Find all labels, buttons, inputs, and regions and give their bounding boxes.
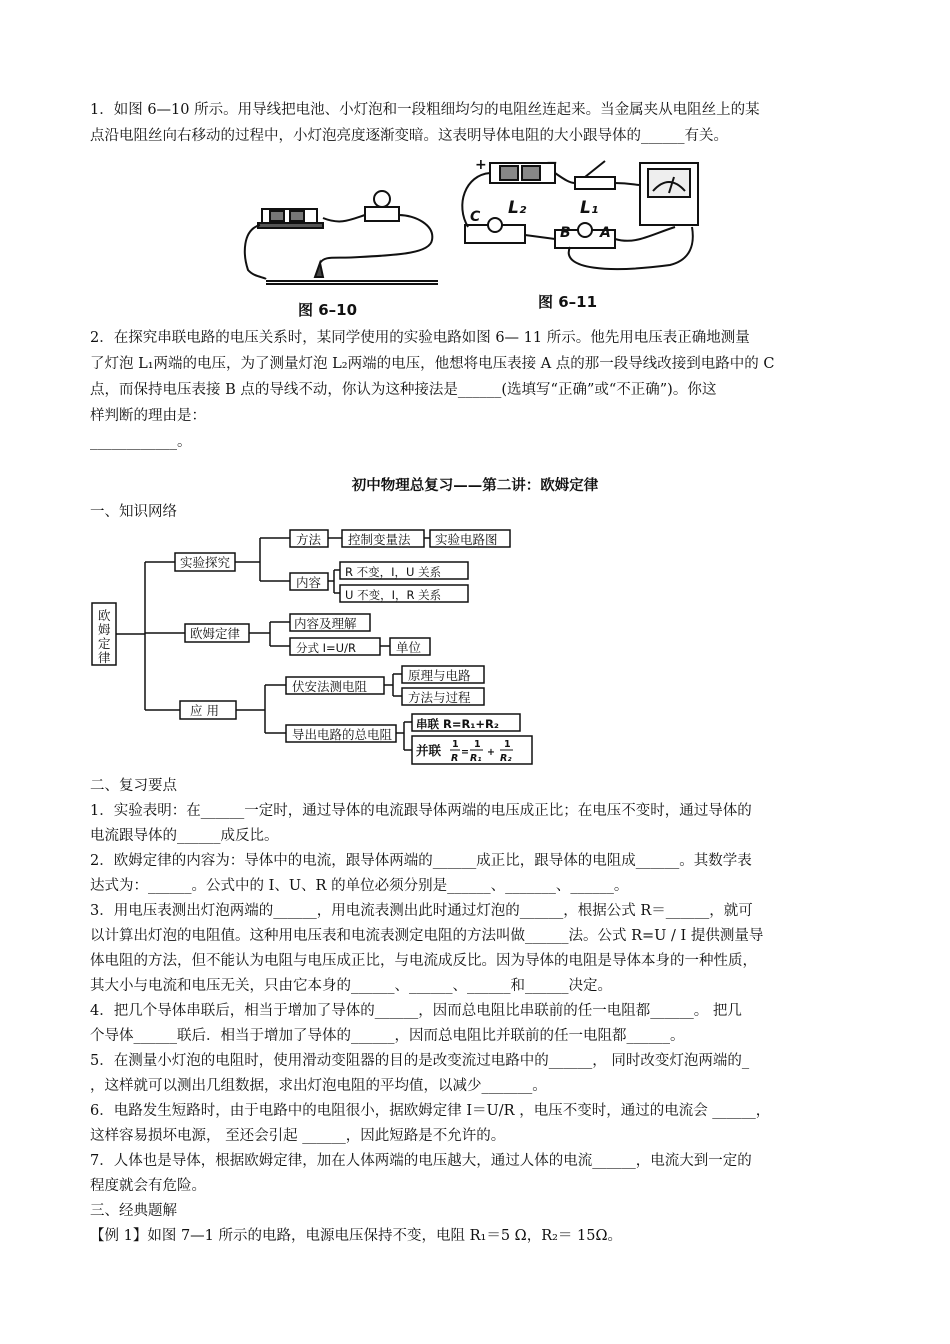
- tree-n3b2-r1-den: R₁: [470, 753, 482, 764]
- fig611-plus: +: [475, 157, 487, 173]
- fig610-caption: 图 6–10: [298, 301, 358, 319]
- review-line: 3．用电压表测出灯泡两端的______，用电流表测出此时通过灯泡的______，根据公式 R＝______，就可: [90, 903, 753, 919]
- q2-line2: 了灯泡 L₁两端的电压，为了测量灯泡 L₂两端的电压，他想将电压表接 A 点的那一段导线改接到电路中的 C: [90, 356, 775, 372]
- fig611-minus: −: [546, 155, 558, 171]
- q2-line4: 样判断的理由是：: [90, 408, 206, 424]
- tree-n3b2-r2-den: R₂: [500, 753, 512, 764]
- fig611-label-c: C: [470, 209, 481, 225]
- tree-root-3: 定: [98, 636, 111, 651]
- tree-n3b2-prefix: 并联: [416, 743, 442, 758]
- tree-n2b1: 单位: [396, 640, 422, 655]
- tree-root-4: 律: [98, 650, 111, 665]
- tree-n2a: 内容及理解: [294, 616, 357, 631]
- example-1: 【例 1】如图 7—1 所示的电路，电源电压保持不变，电阻 R₁＝5 Ω，R₂＝ 15Ω。: [90, 1228, 623, 1244]
- review-line: 程度就会有危险。: [90, 1178, 206, 1194]
- fig611-label-l1: L₁: [580, 198, 599, 218]
- review-line: 6．电路发生短路时，由于电路中的电阻很小，据欧姆定律 I＝U/R ，电压不变时，通过的电流会 ______，: [90, 1103, 771, 1119]
- tree-root-2: 姆: [98, 622, 111, 637]
- review-line: 以计算出灯泡的电阻值。这种用电压表和电流表测定电阻的方法叫做______法。公式 R=U / I 提供测量导: [90, 928, 764, 944]
- review-heading: 二、复习要点: [90, 778, 177, 794]
- tree-n2: 欧姆定律: [190, 626, 241, 641]
- review-line: 2．欧姆定律的内容为：导体中的电流，跟导体两端的______成正比，跟导体的电阻成______。其数学表: [90, 853, 752, 869]
- tree-n3b: 导出电路的总电阻: [292, 727, 393, 742]
- tree-n3a1: 原理与电路: [408, 668, 471, 683]
- tree-n1: 实验探究: [180, 555, 231, 570]
- review-line: 7．人体也是导体，根据欧姆定律，加在人体两端的电压越大，通过人体的电流______，电流大到一定的: [90, 1153, 752, 1169]
- review-line: 体电阻的方法，但不能认为电阻与电压成正比，与电流成反比。因为导体的电阻是导体本身的一种性质，: [90, 953, 757, 969]
- tree-n3b2-r2-num: 1: [504, 739, 511, 750]
- tree-n1b: 内容: [296, 575, 322, 590]
- section-title: 初中物理总复习——第二讲：欧姆定律: [351, 477, 599, 494]
- q2-line3: 点，而保持电压表接 B 点的导线不动，你认为这种接法是______(选填写“正确”或“不正确”)。你这: [90, 382, 717, 398]
- review-line: 达式为：______。公式中的 I、U、R 的单位必须分别是______、_______、______。: [90, 878, 629, 894]
- q2-line5: ____________。: [90, 434, 192, 450]
- q1-line2: 点沿电阻丝向右移动的过程中，小灯泡亮度逐渐变暗。这表明导体电阻的大小跟导体的______有关。: [90, 128, 728, 144]
- tree-n3a2: 方法与过程: [408, 690, 471, 705]
- tree-n1a1: 控制变量法: [348, 532, 411, 547]
- tree-n1b1: R 不变，I，U 关系: [345, 565, 442, 579]
- review-line: 其大小与电流和电压无关，只由它本身的______、______、______和______决定。: [90, 978, 612, 994]
- tree-n3: 应 用: [190, 703, 219, 718]
- tree-n2b: 分式 I=U/R: [296, 641, 356, 655]
- review-line: ，这样就可以测出几组数据，求出灯泡电阻的平均值，以减少_______。: [90, 1078, 547, 1094]
- tree-n3b2-r1-num: 1: [474, 739, 481, 750]
- review-line: 5．在测量小灯泡的电阻时，使用滑动变阻器的目的是改变流过电路中的______， 同时改变灯泡两端的_: [90, 1053, 750, 1069]
- tree-n1a: 方法: [296, 532, 322, 547]
- knowledge-heading: 一、知识网络: [90, 504, 177, 520]
- tree-n1b2: U 不变，I，R 关系: [345, 588, 442, 602]
- fig611-caption: 图 6–11: [538, 293, 598, 311]
- review-line: 4．把几个导体串联后，相当于增加了导体的______，因而总电阻比串联前的任一电阻都______。 把几: [90, 1003, 742, 1019]
- fig611-label-a: A: [600, 225, 611, 241]
- q1-line1: 1．如图 6—10 所示。用导线把电池、小灯泡和一段粗细均匀的电阻丝连起来。当金属夹从电阻丝上的某: [90, 102, 760, 118]
- fig611-label-l2: L₂: [508, 198, 527, 218]
- tree-n3b2-lhs-den: R: [451, 753, 459, 764]
- fig611-label-b: B: [560, 225, 571, 241]
- figure-6-10: [240, 185, 450, 325]
- tree-n3b2-lhs-num: 1: [452, 739, 459, 750]
- review-line: 这样容易损坏电源， 至还会引起 ______，因此短路是不允许的。: [90, 1128, 506, 1144]
- tree-n3b2-plus: +: [487, 747, 495, 758]
- tree-n3b1: 串联 R=R₁+R₂: [416, 717, 499, 731]
- tree-n3a: 伏安法测电阻: [292, 679, 368, 694]
- knowledge-tree: [90, 525, 550, 770]
- review-line: 个导体______联后．相当于增加了导体的______，因而总电阻比并联前的任一电阻都______。: [90, 1028, 685, 1044]
- review-line: 1．实验表明：在______一定时，通过导体的电流跟导体两端的电压成正比；在电压不变时，通过导体的: [90, 803, 752, 819]
- review-line: 电流跟导体的______成反比。: [90, 828, 279, 844]
- tree-n3b2-eq: =: [461, 747, 469, 758]
- figure-6-11: [460, 155, 720, 320]
- examples-heading: 三、经典题解: [90, 1203, 177, 1219]
- q2-line1: 2．在探究串联电路的电压关系时，某同学使用的实验电路如图 6— 11 所示。他先用电压表正确地测量: [90, 330, 750, 346]
- tree-n1a2: 实验电路图: [435, 532, 498, 547]
- tree-root-1: 欧: [98, 608, 111, 623]
